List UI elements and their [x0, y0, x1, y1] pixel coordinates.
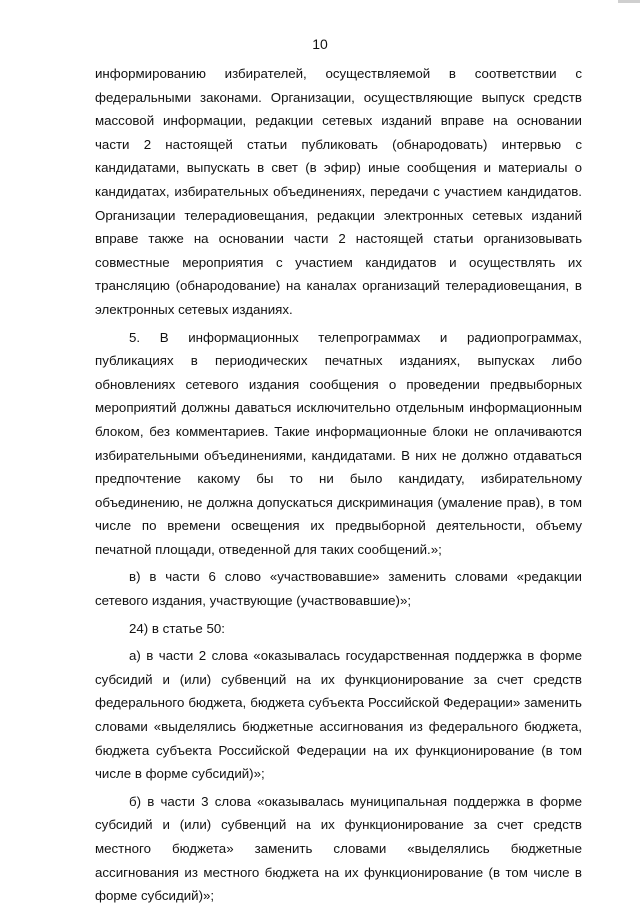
paragraph-continuation: информированию избирателей, осуществляемой в соответствии с федеральными законами. Организации, осуществляющие выпуск средств массовой информации, редакции сетевых изданий вправе на основании части 2 настоящей статьи публиковать (обнародовать) интервью с кандидатами, выпускать в свет (в эфир) иные сообщения и материалы о кандидатах, избирательных объединениях, передачи с участием кандидатов. Организации телерадиовещания, редакции электронных сетевых изданий вправе также на основании части 2 настоящей статьи организовывать совместные мероприятия с участием кандидатов и осуществлять их трансляцию (обнародование) на каналах организаций телерадиовещания, в электронных сетевых изданиях. — [95, 66, 582, 317]
page-number: 10 — [312, 36, 328, 52]
document-body — [95, 62, 582, 908]
paragraph-item-a: а) в части 2 слова «оказывалась государственная поддержка в форме субсидий и (или) субвенций на их функционирование за счет средств федерального бюджета, бюджета субъекта Российской Федерации» заменить словами «выделялись бюджетные ассигнования из федерального бюджета, бюджета субъекта Российской Федерации на их функционирование (в том числе в форме субсидий)»; — [95, 648, 582, 782]
scan-corner-mark — [618, 0, 640, 3]
paragraph-item-b: б) в части 3 слова «оказывалась муниципальная поддержка в форме субсидий и (или) субвенций на их функционирование за счет средств местного бюджета» заменить словами «выделялись бюджетные ассигнования из местного бюджета на их функционирование (в том числе в форме субсидий)»; — [95, 793, 582, 904]
paragraph-item-v: в) в части 6 слово «участвовавшие» заменить словами «редакции сетевого издания, участвующие (участвовавшие)»; — [95, 569, 582, 609]
paragraph-part-5: 5. В информационных телепрограммах и радиопрограммах, публикациях в периодических печатных изданиях, выпусках либо обновлениях сетевого издания сообщения о проведении предвыборных мероприятий должны даваться исключительно отдельным информационным блоком, без комментариев. Такие информационные блоки не оплачиваются избирательными объединениями, кандидатами. В них не должно отдаваться предпочтение какому бы то ни было кандидату, избирательному объединению, не должна допускаться дискриминация (умаление прав), в том числе по времени освещения их предвыборной деятельности, объему печатной площади, отведенной для таких сообщений.»; — [95, 329, 582, 557]
paragraph-item-24: 24) в статье 50: — [129, 620, 225, 636]
